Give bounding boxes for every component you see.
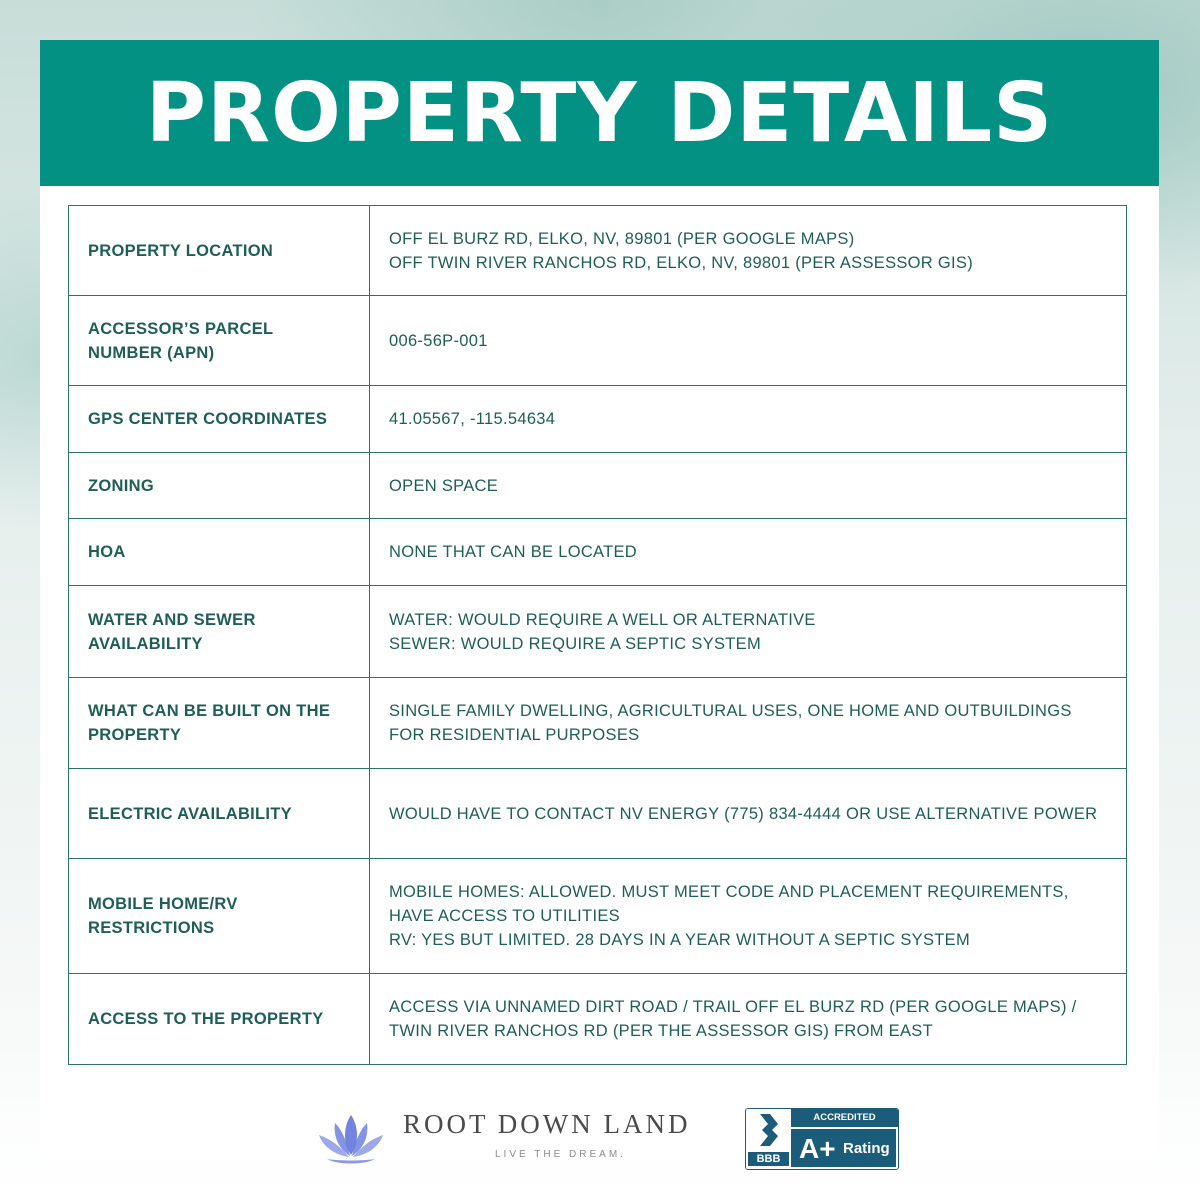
row-value: WATER: WOULD REQUIRE A WELL OR ALTERNATIVE SEWER: WOULD REQUIRE A SEPTIC SYSTEM	[370, 586, 1127, 678]
table-row	[69, 296, 1127, 386]
table-row	[69, 453, 1127, 519]
table-row	[69, 678, 1127, 769]
row-value: MOBILE HOMES: ALLOWED. MUST MEET CODE AND PLACEMENT REQUIREMENTS, HAVE ACCESS TO UTILITIES RV: YES BUT LIMITED. 28 DAYS IN A YEAR WITHOUT A SEPTIC SYSTEM	[370, 859, 1127, 974]
bbb-grade: A+	[799, 1133, 836, 1164]
row-value: 41.05567, -115.54634	[370, 386, 1127, 453]
row-value: 006-56P-001	[370, 296, 1127, 386]
row-label: MOBILE HOME/RV RESTRICTIONS	[69, 859, 370, 974]
brand-tagline: LIVE THE DREAM.	[495, 1149, 626, 1160]
row-value: WOULD HAVE TO CONTACT NV ENERGY (775) 834-4444 OR USE ALTERNATIVE POWER	[370, 769, 1127, 859]
row-label: PROPERTY LOCATION	[69, 206, 370, 296]
table-row	[69, 859, 1127, 974]
row-label: ELECTRIC AVAILABILITY	[69, 769, 370, 859]
page-title: PROPERTY DETAILS	[145, 65, 1054, 161]
bbb-accredited-label: ACCREDITED	[791, 1109, 898, 1127]
bbb-logo	[746, 1109, 791, 1169]
table-row	[69, 206, 1127, 296]
row-label: WHAT CAN BE BUILT ON THE PROPERTY	[69, 678, 370, 769]
table-row	[69, 974, 1127, 1065]
row-value: OFF EL BURZ RD, ELKO, NV, 89801 (PER GOOGLE MAPS) OFF TWIN RIVER RANCHOS RD, ELKO, NV, 89801 (PER ASSESSOR GIS)	[370, 206, 1127, 296]
row-label: GPS CENTER COORDINATES	[69, 386, 370, 453]
bbb-badge	[745, 1108, 899, 1170]
row-label: WATER AND SEWER AVAILABILITY	[69, 586, 370, 678]
row-label: ZONING	[69, 453, 370, 519]
bbb-rating-label: Rating	[843, 1140, 890, 1157]
table-row	[69, 586, 1127, 678]
row-value: ACCESS VIA UNNAMED DIRT ROAD / TRAIL OFF EL BURZ RD (PER GOOGLE MAPS) / TWIN RIVER RANCHOS RD (PER THE ASSESSOR GIS) FROM EAST	[370, 974, 1127, 1065]
row-value: SINGLE FAMILY DWELLING, AGRICULTURAL USES, ONE HOME AND OUTBUILDINGS FOR RESIDENTIAL PURPOSES	[370, 678, 1127, 769]
bbb-rating-panel	[791, 1129, 896, 1167]
brand-name: ROOT DOWN LAND	[403, 1109, 691, 1139]
bbb-letters: BBB	[748, 1152, 789, 1166]
title-banner	[40, 40, 1159, 186]
property-details-card	[40, 40, 1159, 1160]
table-row	[69, 769, 1127, 859]
property-details-table	[68, 205, 1127, 1065]
bbb-torch-icon	[758, 1112, 780, 1150]
row-label: ACCESS TO THE PROPERTY	[69, 974, 370, 1065]
row-value: OPEN SPACE	[370, 453, 1127, 519]
table-row	[69, 386, 1127, 453]
table-row	[69, 519, 1127, 586]
lotus-logo-icon	[313, 1111, 389, 1169]
footer	[0, 1105, 1200, 1175]
row-value: NONE THAT CAN BE LOCATED	[370, 519, 1127, 586]
row-label: ACCESSOR’S PARCEL NUMBER (APN)	[69, 296, 370, 386]
row-label: HOA	[69, 519, 370, 586]
